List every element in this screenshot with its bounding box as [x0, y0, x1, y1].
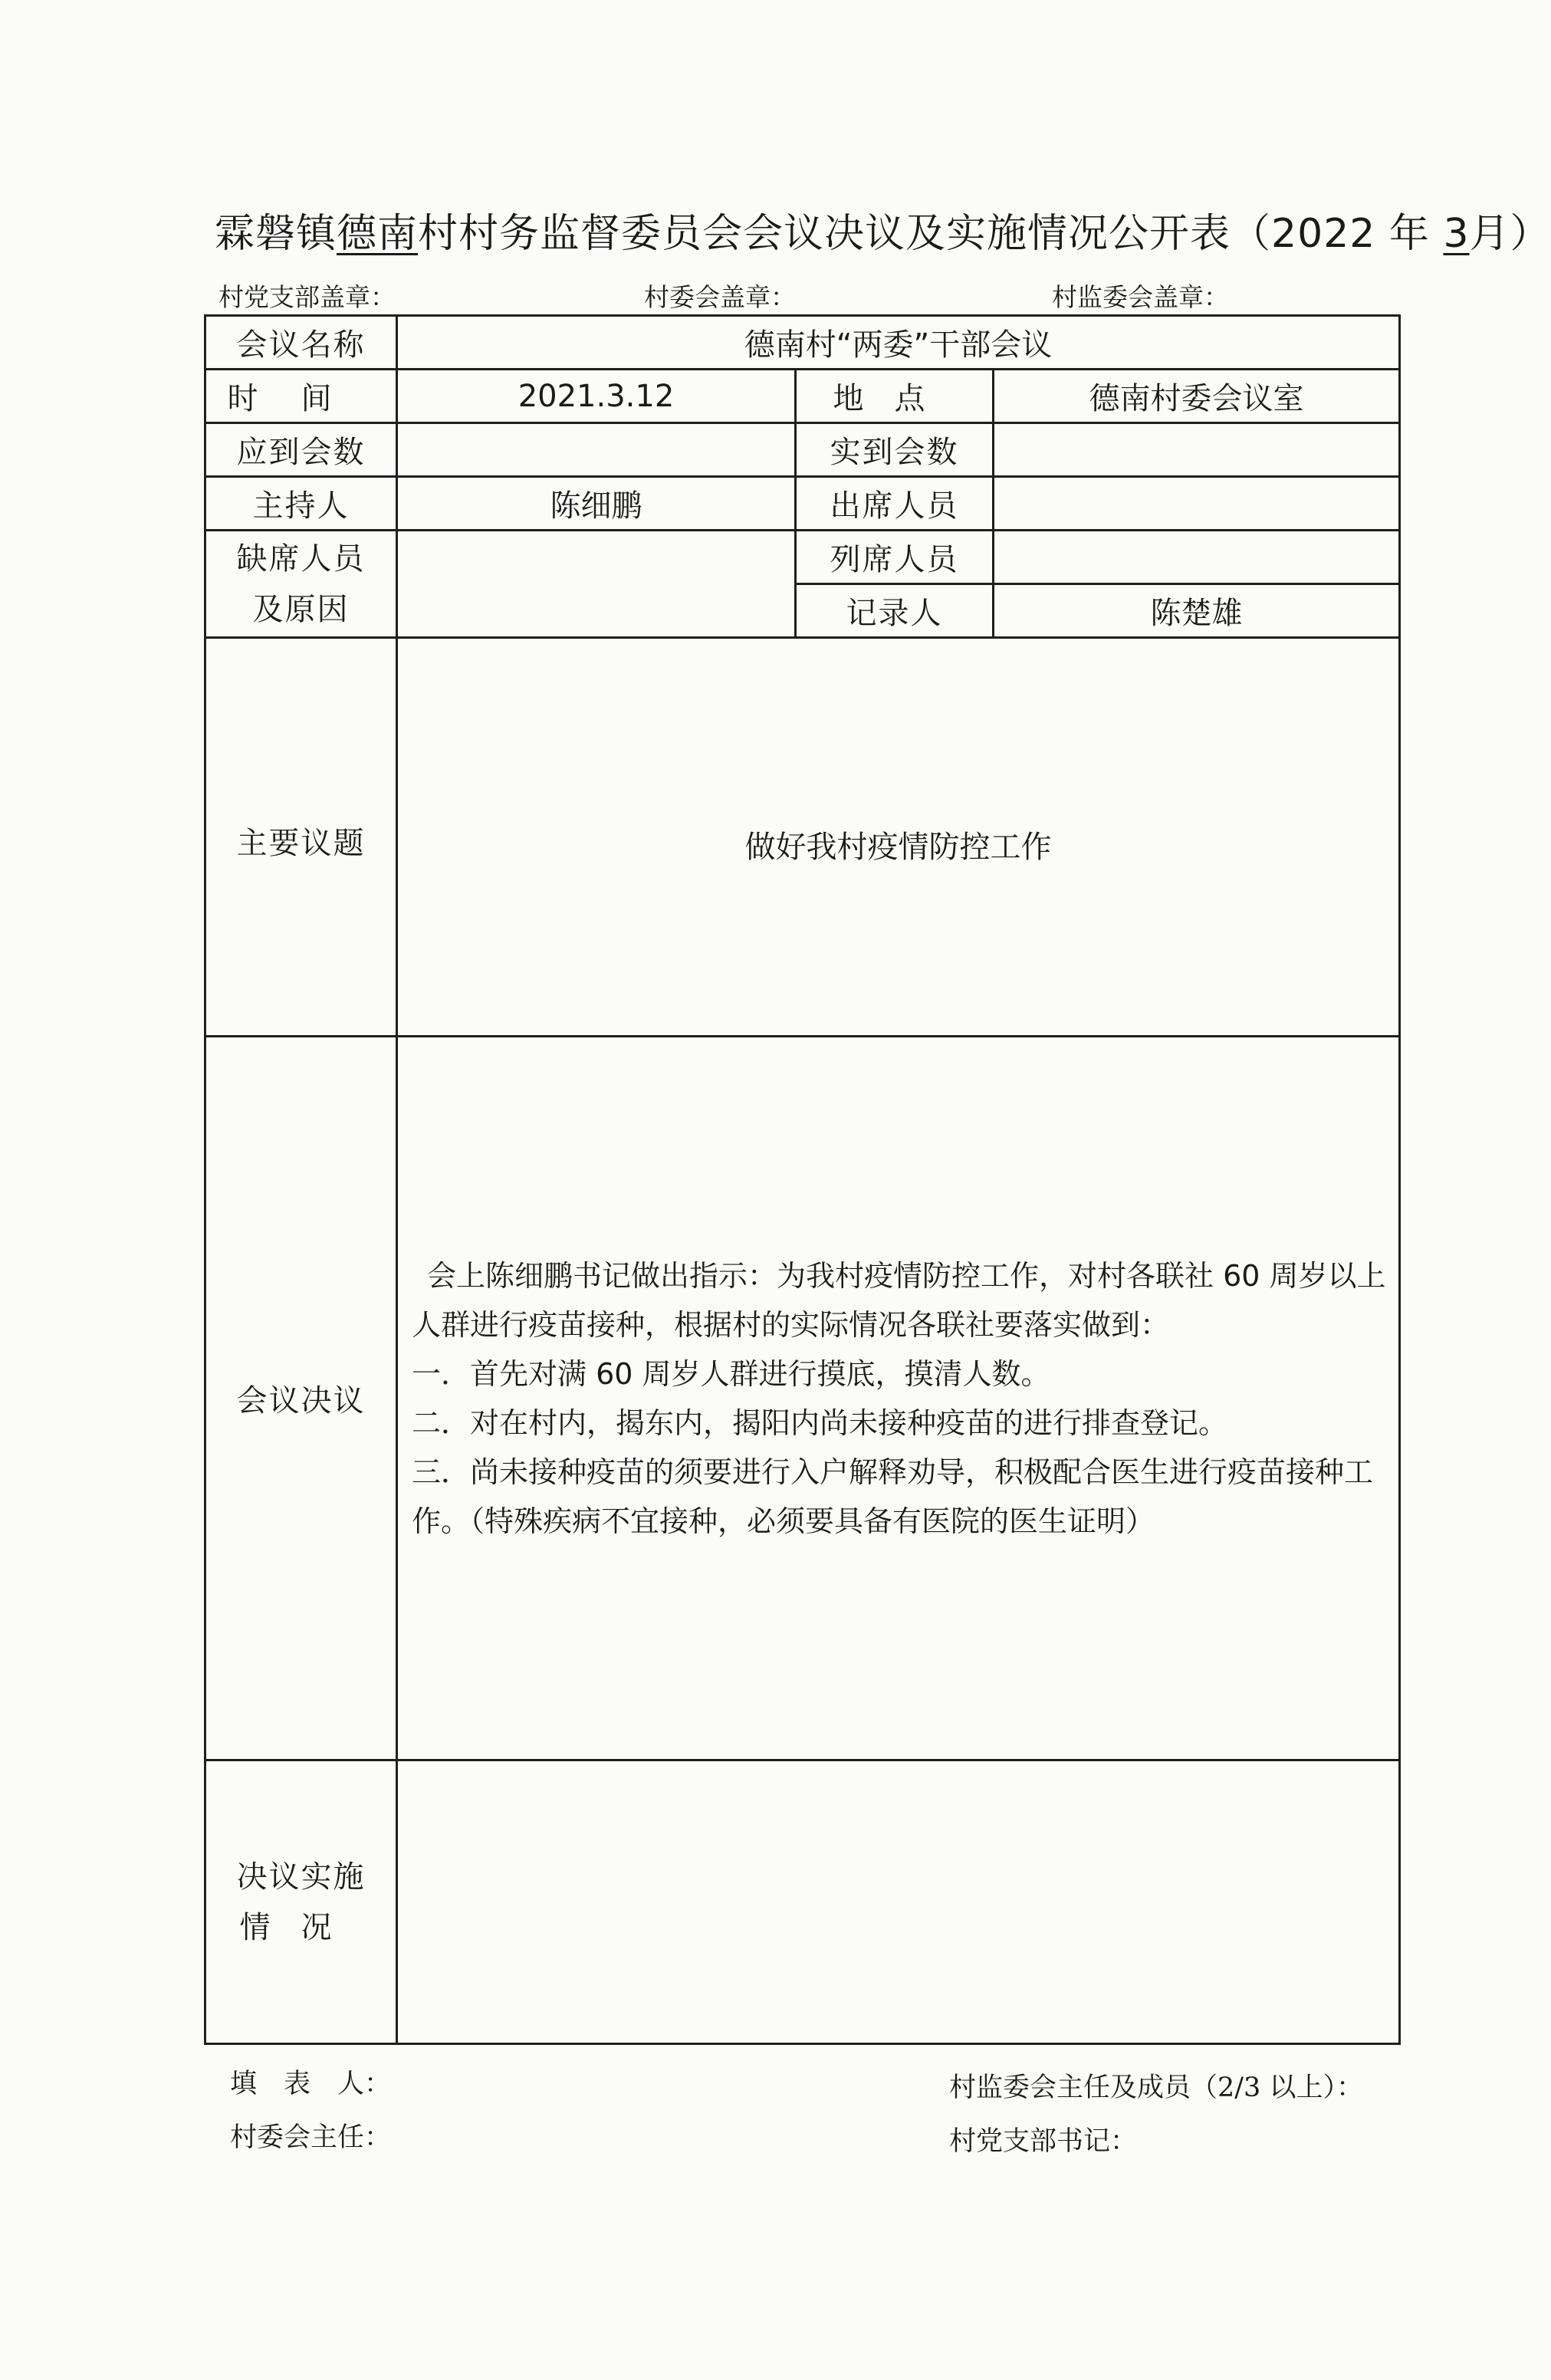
time-value: 2021.3.12 [397, 370, 796, 423]
decision-content [397, 1037, 1400, 1760]
absent-label-line2: 及原因 [252, 591, 350, 627]
implementation-label [205, 1760, 397, 2044]
title-village: 德南 [337, 211, 419, 257]
footer-supervision-members: 村监委会主任及成员（2/3 以上）： [949, 2073, 1363, 2103]
footer-party-secretary: 村党支部书记： [949, 2126, 1138, 2157]
location-label: 地点 [796, 370, 994, 423]
host-value: 陈细鹏 [397, 477, 796, 531]
expected-value [397, 423, 796, 477]
time-label: 时间 [205, 370, 397, 423]
absent-label [205, 531, 397, 638]
seal-party-branch: 村党支部盖章： [219, 282, 396, 312]
row-absent [205, 531, 1400, 584]
meeting-name-label: 会议名称 [205, 316, 397, 370]
host-label: 主持人 [205, 477, 397, 531]
implementation-label-line1: 决议实施 [236, 1859, 366, 1895]
decision-intro: 会上陈细鹏书记做出指示：为我村疫情防控工作，对村各联社 60 周岁以上人群进行疫苗接种，根据村的实际情况各联社要落实做到： [412, 1258, 1386, 1342]
seal-supervision-committee: 村监委会盖章： [1052, 282, 1229, 312]
row-time [205, 370, 1400, 423]
implementation-label-line2: 情况 [239, 1909, 363, 1945]
meeting-name-value: 德南村“两委”干部会议 [397, 316, 1400, 370]
implementation-value [397, 1760, 1400, 2044]
expected-label: 应到会数 [205, 423, 397, 477]
location-value: 德南村委会议室 [994, 370, 1400, 423]
observers-value [994, 531, 1400, 584]
title-middle: 村村务监督委员会会议决议及实施情况公开表（2022 年 [418, 211, 1444, 257]
topic-label: 主要议题 [205, 638, 397, 1037]
absent-value [397, 531, 796, 638]
decision-item-3: 三．尚未接种疫苗的须要进行入户解释劝导，积极配合医生进行疫苗接种工作。（特殊疾病不宜接种，必须要具备有医院的医生证明） [412, 1455, 1374, 1538]
actual-label: 实到会数 [796, 423, 994, 477]
footer-director: 村委会主任： [230, 2122, 392, 2153]
row-expected [205, 423, 1400, 477]
title-suffix: 月） [1469, 211, 1551, 257]
topic-value: 做好我村疫情防控工作 [397, 638, 1400, 1037]
title-prefix: 霖磐镇 [215, 211, 337, 257]
row-decision [205, 1037, 1400, 1760]
recorder-value: 陈楚雄 [994, 584, 1400, 638]
row-implementation [205, 1760, 1400, 2044]
recorder-label: 记录人 [796, 584, 994, 638]
title-month: 3 [1443, 211, 1470, 257]
observers-label: 列席人员 [796, 531, 994, 584]
actual-value [994, 423, 1400, 477]
row-topic [205, 638, 1400, 1037]
absent-label-line1: 缺席人员 [236, 541, 366, 577]
meeting-form [204, 314, 1401, 2045]
page-title [215, 201, 1551, 258]
decision-item-1: 一．首先对满 60 周岁人群进行摸底，摸清人数。 [412, 1356, 1050, 1391]
seal-village-committee: 村委会盖章： [644, 282, 796, 312]
attendees-label: 出席人员 [796, 477, 994, 531]
footer-filler: 填 表 人： [230, 2069, 392, 2099]
row-meeting-name [205, 316, 1400, 370]
decision-label: 会议决议 [205, 1037, 397, 1760]
attendees-value [994, 477, 1400, 531]
decision-item-2: 二．对在村内，揭东内，揭阳内尚未接种疫苗的进行排查登记。 [412, 1405, 1228, 1440]
row-host [205, 477, 1400, 531]
